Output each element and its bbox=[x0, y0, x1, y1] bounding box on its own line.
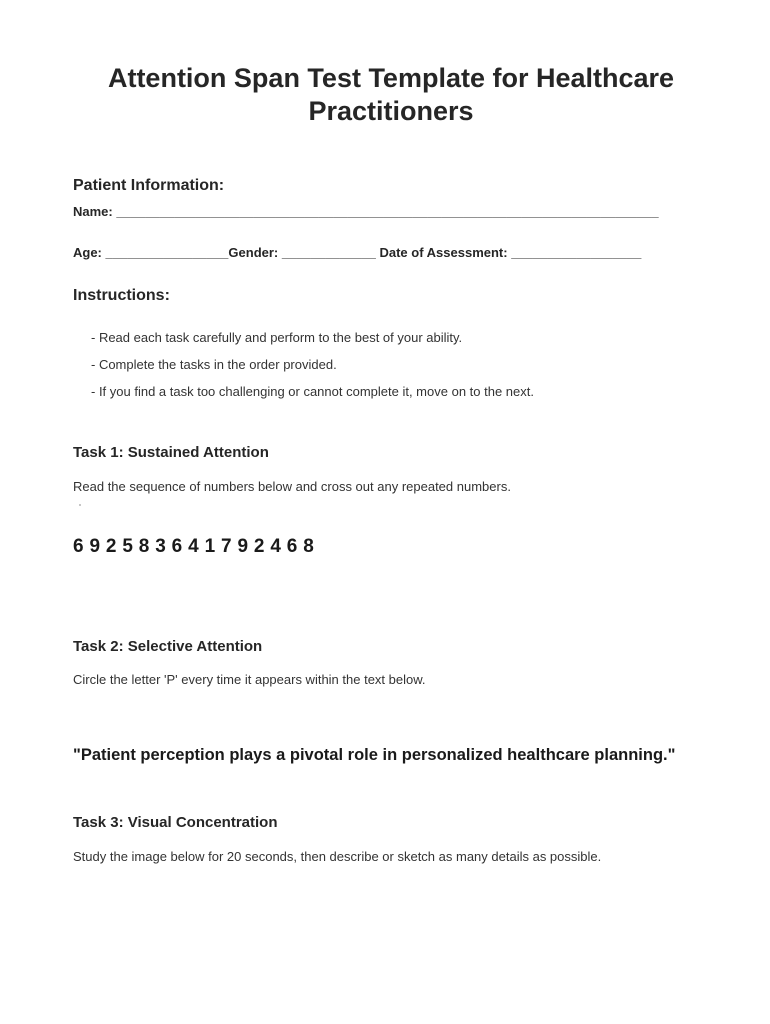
task-1-description: Read the sequence of numbers below and cross out any repeated numbers. bbox=[73, 479, 511, 494]
task-3-title: Task 3: Visual Concentration bbox=[73, 814, 278, 831]
number-sequence: 6 9 2 5 8 3 6 4 1 7 9 2 4 6 8 bbox=[73, 536, 315, 557]
instruction-item: - Read each task carefully and perform to the best of your ability. bbox=[91, 330, 463, 345]
task-3-description: Study the image below for 20 seconds, then describe or sketch as many details as possible. bbox=[73, 849, 602, 864]
instruction-item: - Complete the tasks in the order provided. bbox=[91, 357, 337, 372]
task-2-description: Circle the letter 'P' every time it appears within the text below. bbox=[73, 672, 426, 687]
task-2-title: Task 2: Selective Attention bbox=[73, 638, 263, 655]
task-1-title: Task 1: Sustained Attention bbox=[73, 444, 269, 461]
name-field[interactable]: Name: ___________________________________________________________________________ bbox=[73, 204, 659, 219]
instruction-item: - If you find a task too challenging or cannot complete it, move on to the next. bbox=[91, 384, 534, 399]
age-gender-date-fields[interactable]: Age: _________________Gender: _____________ Date of Assessment: __________________ bbox=[73, 245, 642, 260]
stray-mark bbox=[79, 504, 81, 506]
selective-attention-quote: "Patient perception plays a pivotal role in personalized healthcare planning." bbox=[73, 746, 676, 764]
patient-info-heading: Patient Information: bbox=[73, 177, 225, 194]
instructions-heading: Instructions: bbox=[73, 287, 170, 304]
document-title: Attention Span Test Template for Healthcare Practitioners bbox=[107, 63, 675, 126]
